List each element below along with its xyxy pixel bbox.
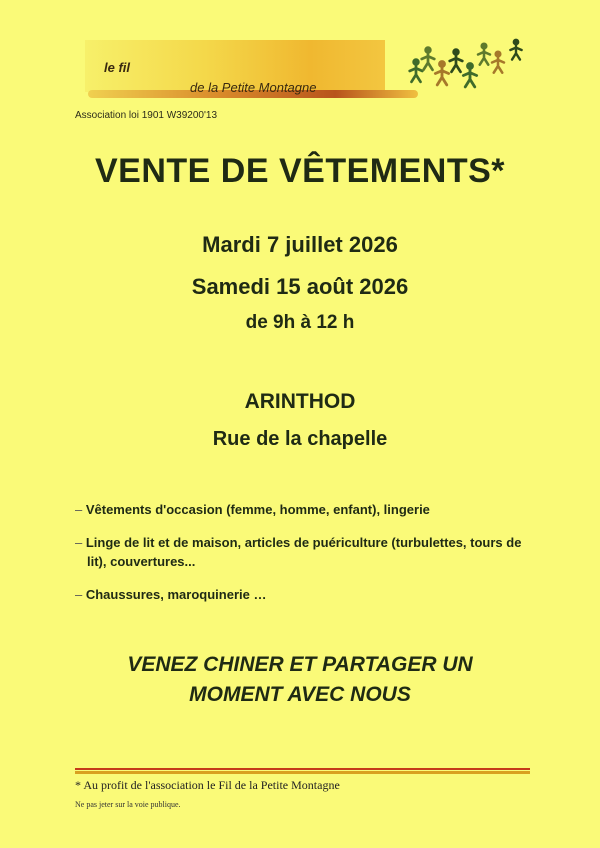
person-figure [435, 61, 448, 85]
page-title: VENTE DE VÊTEMENTS* [94, 152, 505, 190]
item-list [75, 500, 535, 618]
list-item: – Vêtements d'occasion (femme, homme, enfant), lingerie [75, 502, 430, 517]
list-item: – Linge de lit et de maison, articles de puériculture (turbulettes, tours de lit), couvertures... [75, 535, 522, 569]
person-figure [478, 43, 490, 65]
logo-text-line2: de la Petite Montagne [190, 80, 317, 95]
person-figure [492, 51, 504, 73]
person-figure [510, 39, 521, 59]
cta-line-2: MOMENT AVEC NOUS [189, 683, 411, 706]
footer-divider [75, 768, 530, 774]
cta-line-1: VENEZ CHINER ET PARTAGER UN [127, 653, 473, 676]
event-hours: de 9h à 12 h [245, 312, 355, 333]
people-chain-icon [398, 32, 533, 94]
logo-text-line1: le fil [104, 60, 131, 75]
disposal-notice: Ne pas jeter sur la voie publique. [75, 800, 181, 809]
person-figure [450, 49, 463, 72]
event-date-2: Samedi 15 août 2026 [191, 274, 409, 299]
person-figure [422, 47, 435, 70]
list-item: – Chaussures, maroquinerie … [75, 587, 267, 602]
association-registration: Association loi 1901 W39200'13 [75, 110, 218, 121]
call-to-action [0, 650, 600, 710]
footnote: * Au profit de l'association le Fil de la Petite Montagne [75, 778, 340, 792]
person-figure [410, 59, 423, 82]
event-street: Rue de la chapelle [212, 428, 388, 450]
event-town: ARINTHOD [244, 390, 356, 413]
event-date-1: Mardi 7 juillet 2026 [202, 232, 398, 257]
person-figure [463, 63, 476, 87]
